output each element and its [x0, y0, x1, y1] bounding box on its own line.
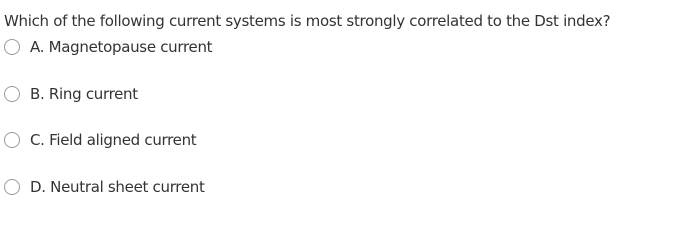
option-b-label: B. Ring current	[30, 85, 138, 103]
option-c-radio[interactable]	[4, 132, 20, 148]
question-text: Which of the following current systems is most strongly correlated to the Dst index?	[4, 12, 611, 30]
option-b-radio[interactable]	[4, 86, 20, 102]
option-d-label: D. Neutral sheet current	[30, 178, 205, 196]
option-a[interactable]	[4, 36, 212, 58]
option-d-radio[interactable]	[4, 179, 20, 195]
option-a-radio[interactable]	[4, 39, 20, 55]
option-c[interactable]	[4, 129, 196, 151]
option-d[interactable]	[4, 176, 205, 198]
option-c-label: C. Field aligned current	[30, 131, 197, 149]
option-a-label: A. Magnetopause current	[30, 38, 213, 56]
option-b[interactable]	[4, 83, 138, 105]
